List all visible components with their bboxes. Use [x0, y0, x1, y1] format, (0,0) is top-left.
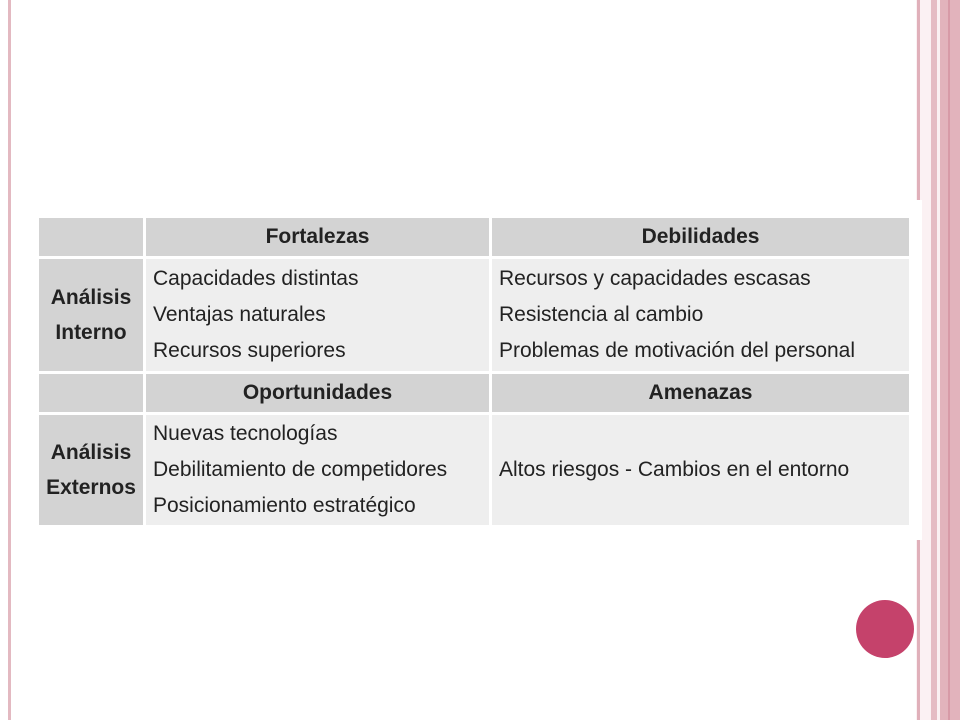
strength-item: Ventajas naturales — [153, 303, 326, 326]
row-label-line: Externos — [46, 476, 136, 499]
threats-cell — [492, 415, 909, 525]
opportunities-cell — [146, 415, 489, 525]
header-threats: Amenazas — [492, 374, 909, 412]
internal-analysis-row — [39, 259, 909, 371]
header-row-external — [39, 374, 909, 412]
right-border-line — [948, 0, 950, 720]
opportunity-item: Posicionamiento estratégico — [153, 494, 416, 517]
opportunity-item: Debilitamiento de competidores — [153, 458, 448, 481]
weaknesses-cell — [492, 259, 909, 371]
strength-item: Recursos superiores — [153, 339, 346, 362]
swot-table — [36, 215, 912, 528]
header-corner-cell — [39, 218, 143, 256]
accent-circle — [856, 600, 914, 658]
header-corner-cell — [39, 374, 143, 412]
header-row-internal — [39, 218, 909, 256]
opportunity-item: Nuevas tecnologías — [153, 422, 338, 445]
row-label-internal — [39, 259, 143, 371]
right-border-band — [940, 0, 960, 720]
strengths-cell — [146, 259, 489, 371]
header-strengths: Fortalezas — [146, 218, 489, 256]
header-opportunities: Oportunidades — [146, 374, 489, 412]
row-label-external — [39, 415, 143, 525]
slide-left-border — [8, 0, 11, 720]
header-weaknesses: Debilidades — [492, 218, 909, 256]
threat-item: Altos riesgos - Cambios en el entorno — [499, 458, 850, 481]
row-label-line: Análisis — [50, 441, 132, 464]
weakness-item: Problemas de motivación del personal — [499, 339, 856, 362]
weakness-item: Resistencia al cambio — [499, 303, 704, 326]
weakness-item: Recursos y capacidades escasas — [499, 267, 811, 290]
row-label-line: Análisis — [50, 286, 132, 309]
row-label-line: Interno — [55, 321, 127, 344]
right-border-line — [931, 0, 937, 720]
strength-item: Capacidades distintas — [153, 267, 359, 290]
external-analysis-row — [39, 415, 909, 525]
